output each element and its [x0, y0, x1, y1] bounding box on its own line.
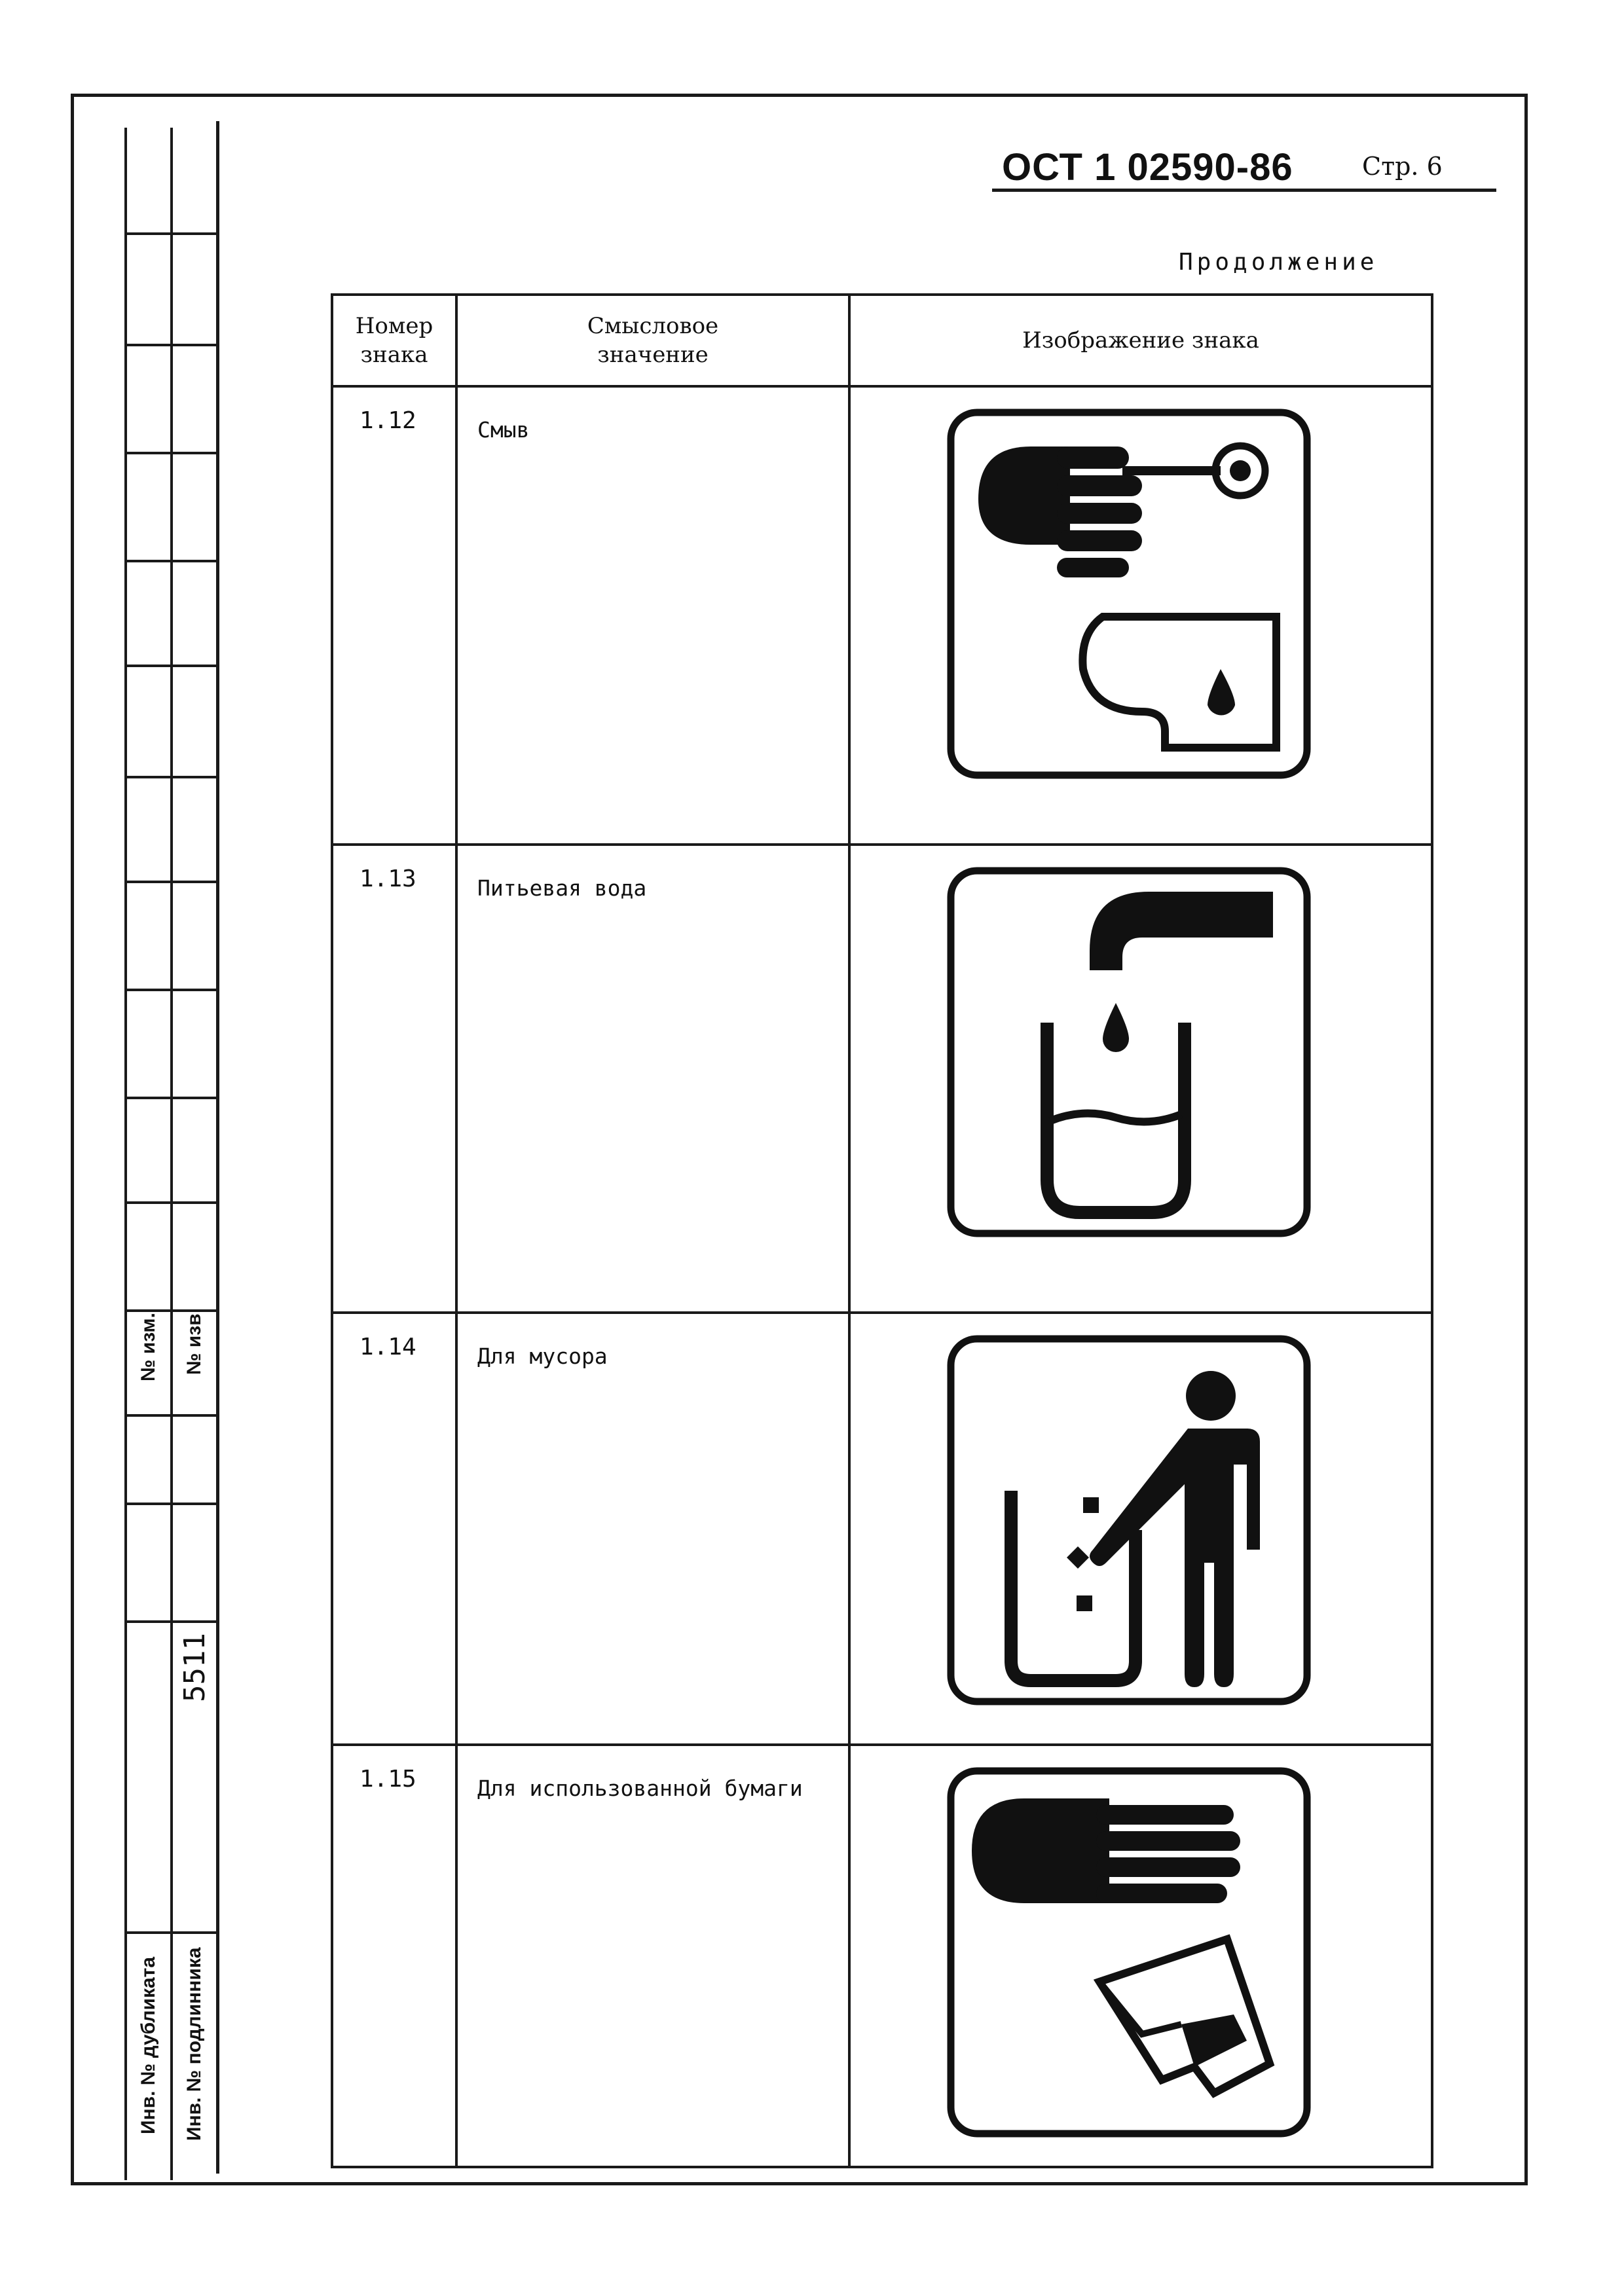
page-number: Стр. 6	[1362, 152, 1443, 181]
table-row	[332, 845, 1432, 1313]
document-code: ОСТ 1 02590-86	[1002, 146, 1293, 189]
flush-icon	[946, 407, 1312, 780]
table-row	[332, 386, 1432, 845]
sign-number: 1.13	[332, 845, 456, 1313]
stamp-strip	[124, 128, 216, 2180]
sign-meaning: Для использованной бумаги	[456, 1745, 849, 2167]
sign-meaning: Смыв	[456, 386, 849, 845]
sign-image-cell	[849, 845, 1432, 1313]
orig-inv-value: 5511	[178, 1633, 212, 1702]
continuation-label: Продолжение	[1179, 249, 1378, 276]
used-paper-icon	[946, 1766, 1312, 2139]
notice-no-label: № изв	[183, 1313, 205, 1375]
change-no-label: № изм.	[138, 1313, 159, 1381]
drinking-water-icon	[946, 866, 1312, 1239]
sign-image-cell	[849, 1745, 1432, 2167]
table-row	[332, 1745, 1432, 2167]
orig-inv-label: Инв. № подлинника	[183, 1947, 205, 2141]
column-header-number: Номер знака	[332, 295, 456, 386]
sign-meaning: Питьевая вода	[456, 845, 849, 1313]
sign-number: 1.12	[332, 386, 456, 845]
sign-meaning: Для мусора	[456, 1313, 849, 1745]
sign-image-cell	[849, 1313, 1432, 1745]
table-row	[332, 1313, 1432, 1745]
litter-bin-icon	[946, 1334, 1312, 1707]
sign-image-cell	[849, 386, 1432, 845]
table-header-row	[332, 295, 1432, 386]
header-rule	[992, 189, 1496, 192]
dup-inv-label: Инв. № дубликата	[138, 1956, 159, 2134]
signs-table	[331, 293, 1433, 2168]
sign-number: 1.15	[332, 1745, 456, 2167]
column-header-meaning: Смысловое значение	[456, 295, 849, 386]
sign-number: 1.14	[332, 1313, 456, 1745]
column-header-image: Изображение знака	[849, 295, 1432, 386]
